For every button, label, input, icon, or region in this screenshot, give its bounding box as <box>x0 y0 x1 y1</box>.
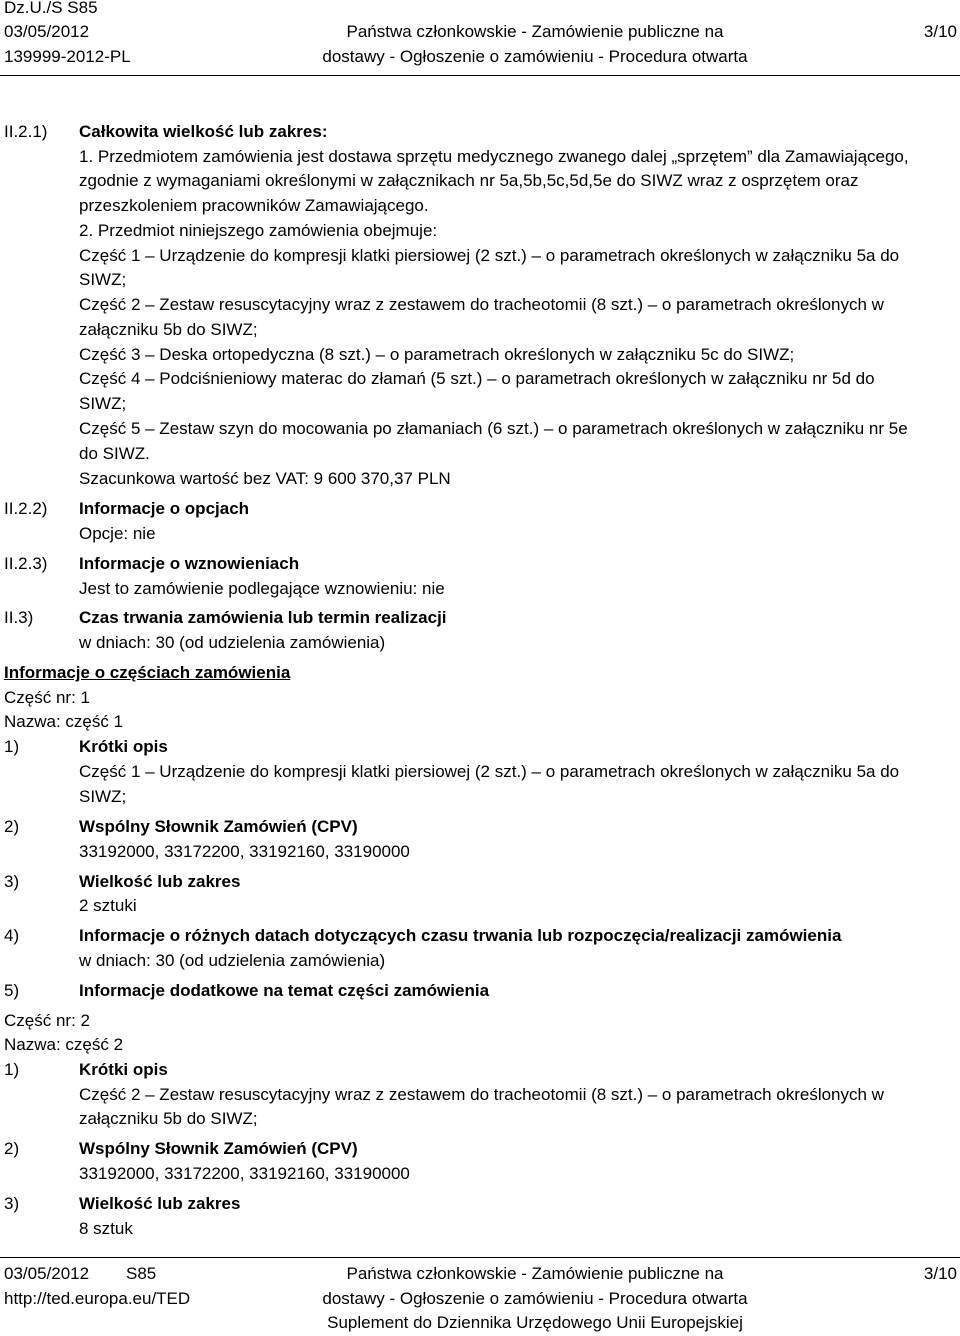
item-heading: Krótki opis <box>79 737 168 756</box>
item-number: 4) <box>4 926 20 945</box>
item-text: 2 sztuki <box>79 896 137 915</box>
item-number: 5) <box>4 981 20 1000</box>
item-number: 3) <box>4 872 20 891</box>
section-text: Opcje: nie <box>79 524 156 543</box>
section-heading: Informacje o wznowieniach <box>79 554 300 573</box>
footer-title-line1: Państwa członkowskie - Zamówienie publiczne na <box>346 1264 724 1283</box>
section-heading: Informacje o opcjach <box>79 499 250 518</box>
item-text: SIWZ; <box>79 787 127 806</box>
paragraph-line: przeszkoleniem pracowników Zamawiającego. <box>79 196 429 215</box>
section-heading: Czas trwania zamówienia lub termin realizacji <box>79 608 447 627</box>
item-heading: Wspólny Słownik Zamówień (CPV) <box>79 1139 358 1158</box>
part-name: Nazwa: część 2 <box>4 1035 124 1054</box>
part-description: SIWZ; <box>79 270 127 289</box>
section-number: II.2.2) <box>4 499 48 518</box>
part-number: Część nr: 1 <box>4 688 90 707</box>
footer-series: S85 <box>126 1264 157 1283</box>
header-ref: 139999-2012-PL <box>4 47 131 66</box>
section-number: II.2.3) <box>4 554 48 573</box>
footer-page-number: 3/10 <box>923 1264 957 1283</box>
part-description: SIWZ; <box>79 394 127 413</box>
paragraph-line: zgodnie z wymaganiami określonymi w załącznikach nr 5a,5b,5c,5d,5e do SIWZ wraz z osprzętem oraz <box>79 171 859 190</box>
footer-title-line3: Suplement do Dziennika Urzędowego Unii Europejskiej <box>327 1313 743 1332</box>
header-title-line1: Państwa członkowskie - Zamówienie publiczne na <box>346 22 724 41</box>
footer-url-link[interactable]: http://ted.europa.eu/TED <box>4 1289 191 1308</box>
cpv-codes: 33192000, 33172200, 33192160, 33190000 <box>79 842 410 861</box>
item-number: 2) <box>4 1139 20 1158</box>
section-number: II.3) <box>4 608 34 627</box>
paragraph-line: 1. Przedmiotem zamówienia jest dostawa sprzętu medycznego zwanego dalej „sprzętem” dla Zamawiającego, <box>79 147 909 166</box>
item-number: 2) <box>4 817 20 836</box>
item-heading: Wielkość lub zakres <box>79 872 241 891</box>
section-heading: Całkowita wielkość lub zakres: <box>79 122 328 141</box>
item-text: Część 2 – Zestaw resuscytacyjny wraz z zestawem do tracheotomii (8 szt.) – o parametrach określonych w <box>79 1085 884 1104</box>
item-text: w dniach: 30 (od udzielenia zamówienia) <box>79 951 386 970</box>
cpv-codes: 33192000, 33172200, 33192160, 33190000 <box>79 1164 410 1183</box>
footer-date: 03/05/2012 <box>4 1264 90 1283</box>
header-journal: Dz.U./S S85 <box>4 0 98 17</box>
part-description: załączniku 5b do SIWZ; <box>79 320 258 339</box>
item-number: 3) <box>4 1194 20 1213</box>
part-description: Część 5 – Zestaw szyn do mocowania po złamaniach (6 szt.) – o parametrach określonych w załączniku nr 5e <box>79 419 908 438</box>
item-heading: Informacje dodatkowe na temat części zamówienia <box>79 981 490 1000</box>
item-heading: Krótki opis <box>79 1060 168 1079</box>
part-description: do SIWZ. <box>79 444 150 463</box>
header-rule <box>0 75 960 76</box>
item-text: Część 1 – Urządzenie do kompresji klatki piersiowej (2 szt.) – o parametrach określonych w załączniku 5a do <box>79 762 900 781</box>
item-number: 1) <box>4 1060 20 1079</box>
item-heading: Wspólny Słownik Zamówień (CPV) <box>79 817 358 836</box>
header-date: 03/05/2012 <box>4 22 90 41</box>
part-description: Część 1 – Urządzenie do kompresji klatki piersiowej (2 szt.) – o parametrach określonych w załączniku 5a do <box>79 246 900 265</box>
footer-rule <box>0 1257 960 1258</box>
section-text: w dniach: 30 (od udzielenia zamówienia) <box>79 633 386 652</box>
paragraph-line: 2. Przedmiot niniejszego zamówienia obejmuje: <box>79 221 438 240</box>
item-text: 8 sztuk <box>79 1219 133 1238</box>
item-heading: Wielkość lub zakres <box>79 1194 241 1213</box>
header-title-line2: dostawy - Ogłoszenie o zamówieniu - Procedura otwarta <box>322 47 748 66</box>
part-description: Część 4 – Podciśnieniowy materac do złamań (5 szt.) – o parametrach określonych w załączniku nr 5d do <box>79 369 875 388</box>
part-name: Nazwa: część 1 <box>4 712 124 731</box>
item-text: załączniku 5b do SIWZ; <box>79 1109 258 1128</box>
item-number: 1) <box>4 737 20 756</box>
item-heading: Informacje o różnych datach dotyczących czasu trwania lub rozpoczęcia/realizacji zamówienia <box>79 926 842 945</box>
section-text: Jest to zamówienie podlegające wznowieniu: nie <box>79 579 445 598</box>
footer-title-line2: dostawy - Ogłoszenie o zamówieniu - Procedura otwarta <box>322 1289 748 1308</box>
part-description: Część 2 – Zestaw resuscytacyjny wraz z zestawem do tracheotomii (8 szt.) – o parametrach określonych w <box>79 295 884 314</box>
part-description: Część 3 – Deska ortopedyczna (8 szt.) – o parametrach określonych w załączniku 5c do SIWZ; <box>79 345 795 364</box>
part-number: Część nr: 2 <box>4 1011 90 1030</box>
header-page-number: 3/10 <box>923 22 957 41</box>
section-number: II.2.1) <box>4 122 48 141</box>
parts-info-heading: Informacje o częściach zamówienia <box>4 663 291 682</box>
estimated-value: Szacunkowa wartość bez VAT: 9 600 370,37 PLN <box>79 469 451 488</box>
